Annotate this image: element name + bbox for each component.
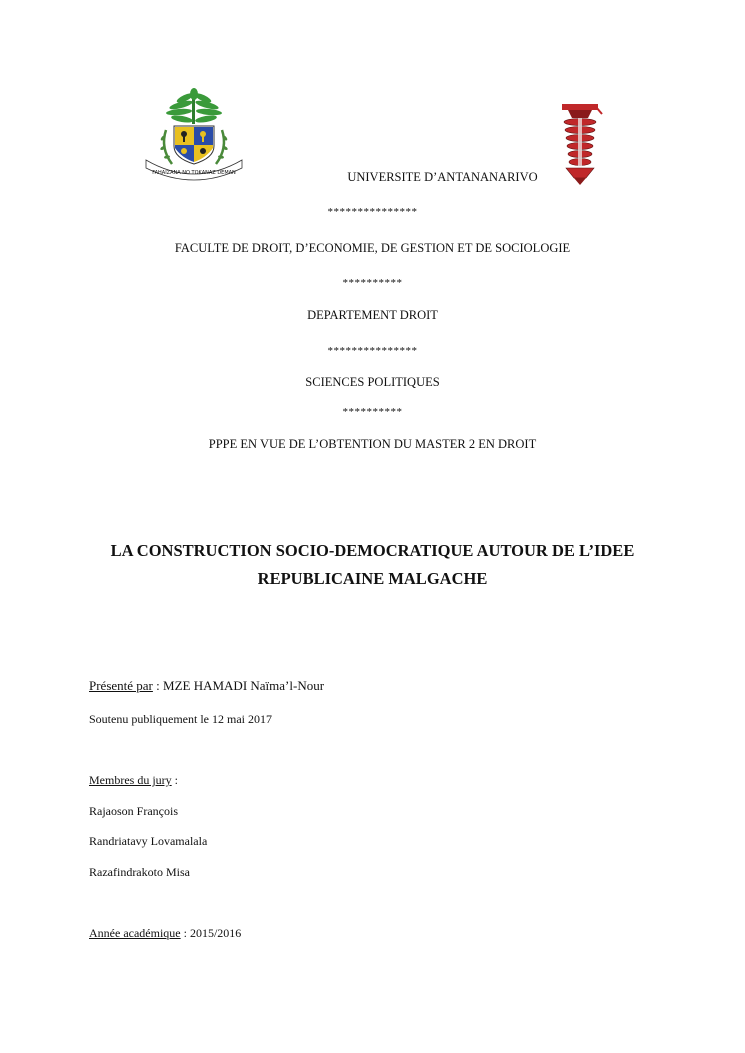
university-crest-icon xyxy=(138,86,250,182)
jury-member: Rajaoson François xyxy=(89,804,178,818)
separator-stars: ********** xyxy=(342,406,403,418)
faculty-name: FACULTE DE DROIT, D’ECONOMIE, DE GESTION ET DE SOCIOLOGIE xyxy=(174,241,571,255)
svg-text:FAHAIZANA NO TOKANAZ DEMAN: FAHAIZANA NO TOKANAZ DEMAN xyxy=(152,170,236,176)
presenter-line xyxy=(89,678,324,694)
specialty-name: SCIENCES POLITIQUES xyxy=(305,375,440,389)
jury-label: Membres du jury xyxy=(89,773,172,787)
university-name: UNIVERSITE D’ANTANANARIVO xyxy=(347,170,538,184)
presenter-label: Présenté par xyxy=(89,678,153,693)
academic-year-label: Année académique xyxy=(89,926,181,940)
jury-member: Randriatavy Lovamalala xyxy=(89,834,208,848)
academic-year-line xyxy=(89,925,241,941)
defense-date: Soutenu publiquement le 12 mai 2017 xyxy=(89,712,272,726)
academic-year-value: 2015/2016 xyxy=(189,926,242,940)
department-name: DEPARTEMENT DROIT xyxy=(307,308,438,322)
thesis-title-line-2: REPUBLICAINE MALGACHE xyxy=(257,569,488,588)
presenter-name: MZE HAMADI Naïma’l-Nour xyxy=(163,678,325,693)
thesis-title-line-1: LA CONSTRUCTION SOCIO-DEMOCRATIQUE AUTOUR DE L’IDEE xyxy=(110,541,635,560)
academic-year-separator: : xyxy=(180,926,190,940)
thesis-title xyxy=(60,537,685,593)
jury-separator: : xyxy=(171,773,178,787)
jury-member: Razafindrakoto Misa xyxy=(89,865,190,879)
presenter-separator: : xyxy=(152,678,164,693)
separator-stars: ********** xyxy=(342,277,403,289)
degree-purpose: PPPE EN VUE DE L’OBTENTION DU MASTER 2 EN DROIT xyxy=(208,437,537,451)
separator-stars: *************** xyxy=(327,206,418,218)
separator-stars: *************** xyxy=(327,345,418,357)
jury-heading xyxy=(89,772,178,788)
